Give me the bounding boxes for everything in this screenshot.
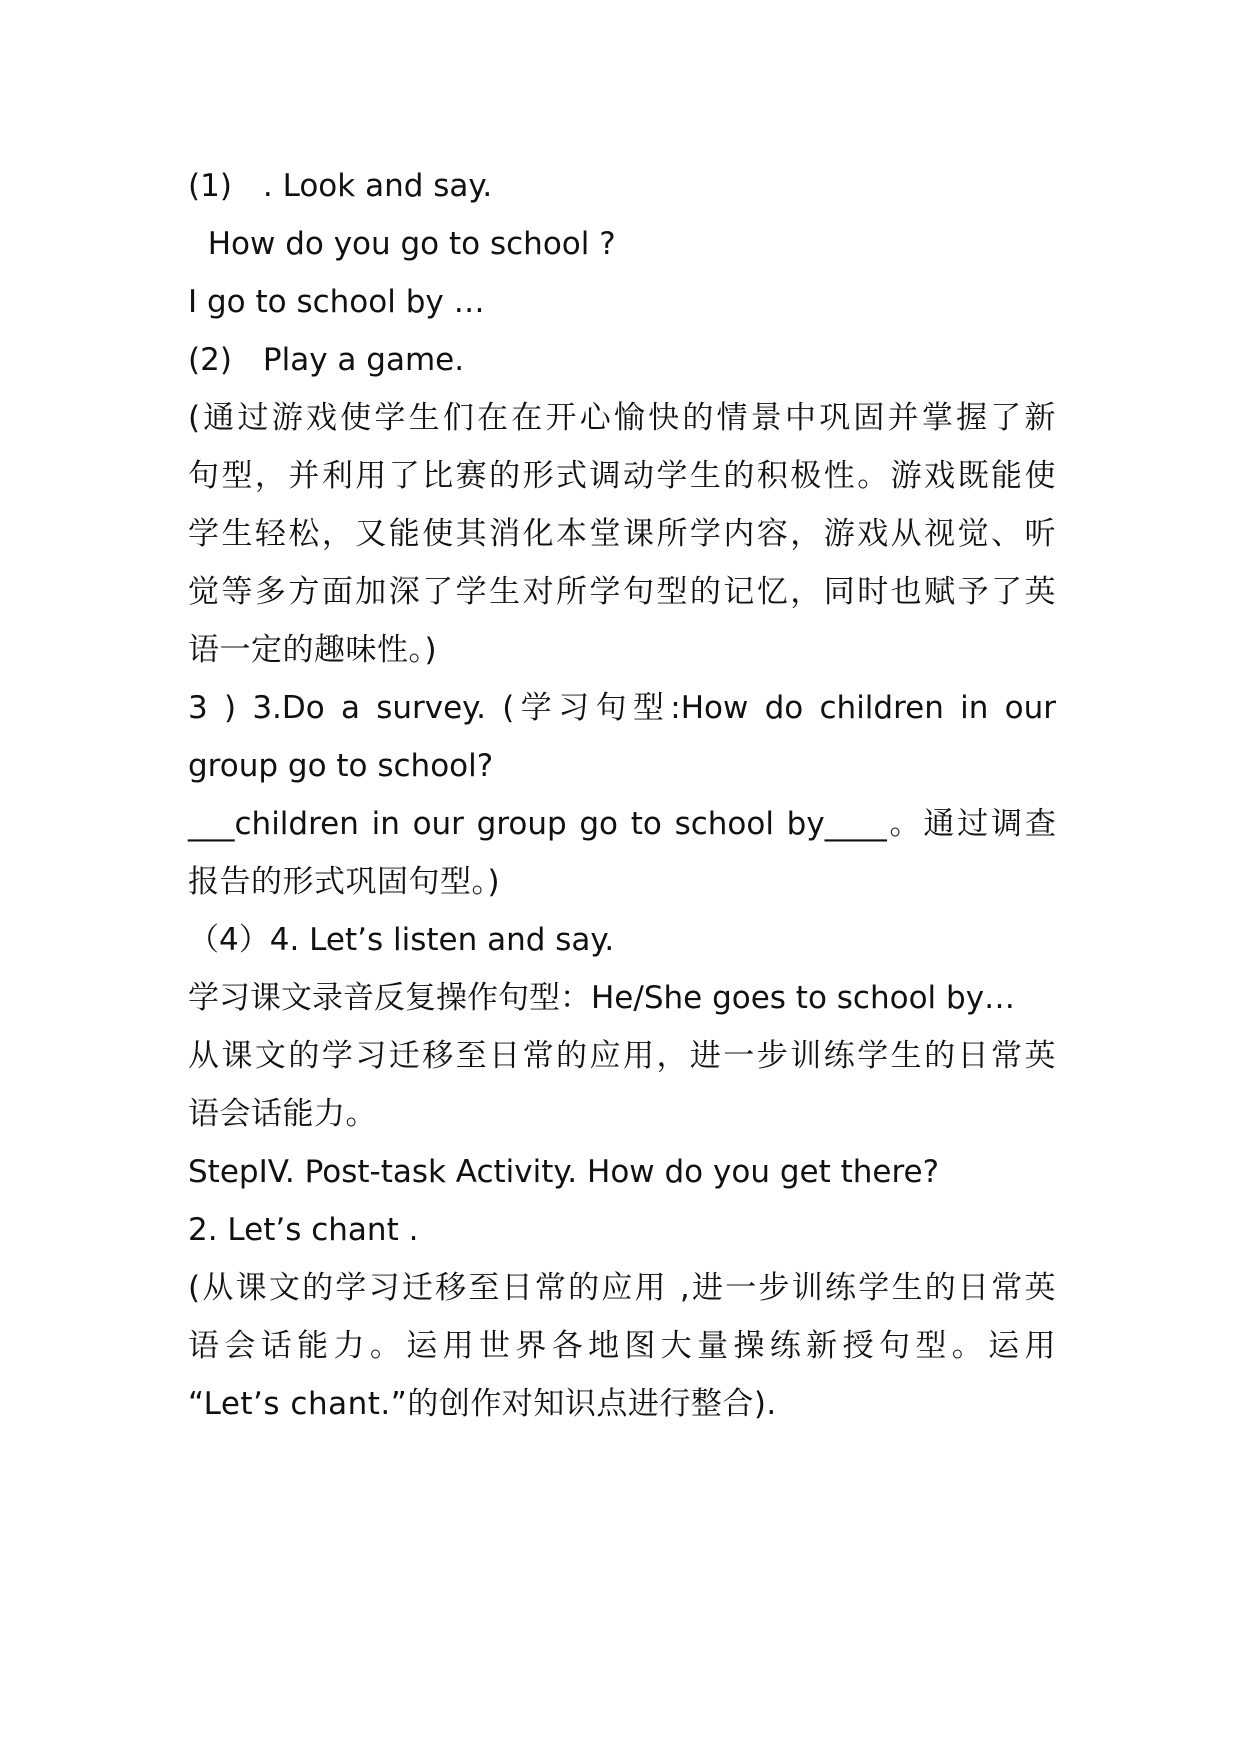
game-note-line-1: (通过游戏使学生们在在开心愉快的情景中巩固并掌握了新 bbox=[188, 400, 1056, 436]
listen-note-line-1: 学习课文录音反复操作句型：He/She goes to school by… bbox=[188, 980, 1016, 1016]
step-survey: 3 ) 3.Do a survey. (学习句型:How do children in our bbox=[188, 690, 1056, 726]
listen-note-line-2: 从课文的学习迁移至日常的应用，进一步训练学生的日常英 bbox=[188, 1038, 1056, 1074]
game-note-line-3: 学生轻松，又能使其消化本堂课所学内容，游戏从视觉、听 bbox=[188, 516, 1056, 552]
step-chant: 2. Let’s chant . bbox=[188, 1212, 419, 1248]
game-note-line-4: 觉等多方面加深了学生对所学句型的记忆，同时也赋予了英 bbox=[188, 574, 1056, 610]
chant-note-line-3: “Let’s chant.”的创作对知识点进行整合). bbox=[188, 1386, 777, 1422]
survey-note: 报告的形式巩固句型。) bbox=[188, 864, 501, 900]
chant-note-line-2: 语会话能力。运用世界各地图大量操练新授句型。运用 bbox=[188, 1328, 1056, 1364]
step-look-and-say: (1) . Look and say. bbox=[188, 168, 493, 204]
question-line: How do you go to school ? bbox=[188, 226, 616, 262]
step-play-game: (2) Play a game. bbox=[188, 342, 465, 378]
game-note-line-5: 语一定的趣味性。) bbox=[188, 632, 438, 668]
game-note-line-2: 句型，并利用了比赛的形式调动学生的积极性。游戏既能使 bbox=[188, 458, 1056, 494]
chant-note-line-1: (从课文的学习迁移至日常的应用 ,进一步训练学生的日常英 bbox=[188, 1270, 1056, 1306]
listen-note-line-3: 语会话能力。 bbox=[188, 1096, 377, 1132]
step-listen-and-say: （4）4. Let’s listen and say. bbox=[188, 922, 615, 958]
survey-question: group go to school? bbox=[188, 748, 494, 784]
step-post-task: StepIV. Post-task Activity. How do you get there? bbox=[188, 1154, 940, 1190]
survey-answer: ___children in our group go to school by____。通过调查 bbox=[188, 806, 1056, 842]
answer-line: I go to school by … bbox=[188, 284, 485, 320]
